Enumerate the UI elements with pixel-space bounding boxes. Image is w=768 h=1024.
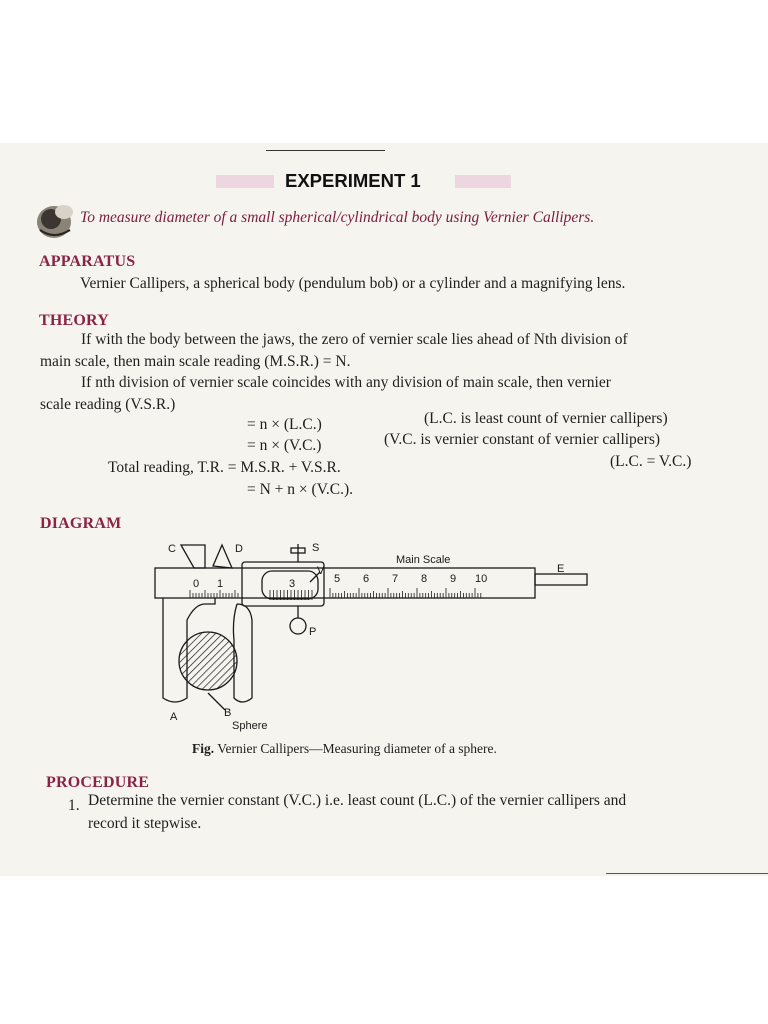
label-p: P [309,626,317,638]
caption-text: Vernier Callipers—Measuring diameter of a sphere. [217,741,497,756]
diagram-heading: DIAGRAM [40,515,122,532]
label-sphere: Sphere [232,720,268,732]
note-lc: (L.C. is least count of vernier callipers) [424,410,668,427]
label-main-scale: Main Scale [396,554,451,566]
label-c: C [168,543,176,555]
jaw-c [181,545,205,568]
equation-vc: = n × (V.C.) [247,437,322,454]
jaw-d [213,545,232,568]
theory-line-3: If nth division of vernier scale coincides with any division of main scale, then vernier [81,374,611,391]
total-reading: Total reading, T.R. = M.S.R. + V.S.R. [108,459,341,476]
main-scale-number: 5 [334,573,341,585]
objective-text: To measure diameter of a small spherical/cylindrical body using Vernier Callipers. [80,209,595,226]
label-a: A [170,711,178,723]
label-three: 3 [289,578,296,590]
theory-line-1: If with the body between the jaws, the zero of vernier scale lies ahead of Nth division of [81,331,628,348]
main-scale-number: 7 [392,573,399,585]
label-b: B [224,707,232,719]
main-scale-number: 6 [363,573,370,585]
note-vc: (V.C. is vernier constant of vernier callipers) [384,431,661,448]
label-e: E [557,563,565,575]
title-bar-right [455,175,511,188]
procedure-step-1-line-1: Determine the vernier constant (V.C.) i.e. least count (L.C.) of the vernier callipers and [88,792,627,809]
main-scale-ticks [190,588,481,598]
main-scale-number: 10 [475,573,488,585]
theory-line-4: scale reading (V.S.R.) [40,396,176,413]
experiment-title: EXPERIMENT 1 [285,170,421,191]
vernier-callipers-diagram [150,536,600,736]
equation-total-expanded: = N + n × (V.C.). [247,481,354,498]
equation-lc: = n × (L.C.) [247,416,322,433]
procedure-heading: PROCEDURE [46,774,150,791]
sphere [179,632,237,690]
label-s: S [312,542,320,554]
note-lc-equals-vc: (L.C. = V.C.) [610,453,692,470]
screw-p [290,618,306,634]
theory-line-2: main scale, then main scale reading (M.S.R.) = N. [40,353,351,370]
label-one: 1 [217,578,224,590]
apparatus-text: Vernier Callipers, a spherical body (pendulum bob) or a cylinder and a magnifying lens. [80,275,626,292]
caption-fig-label: Fig. [192,741,215,756]
label-zero: 0 [193,578,200,590]
label-v: V [317,565,325,577]
title-bar-left [216,175,274,188]
bottom-rule [606,873,768,874]
objective-icon [34,200,76,240]
main-scale-number: 8 [421,573,428,585]
main-scale-number: 9 [450,573,457,585]
label-d: D [235,543,243,555]
figure-caption [192,741,497,757]
procedure-step-1-line-2: record it stepwise. [88,815,202,832]
procedure-step-number: 1. [68,797,80,814]
depth-rod [535,574,587,585]
top-rule [266,150,385,151]
apparatus-heading: APPARATUS [39,253,136,270]
theory-heading: THEORY [39,312,109,329]
